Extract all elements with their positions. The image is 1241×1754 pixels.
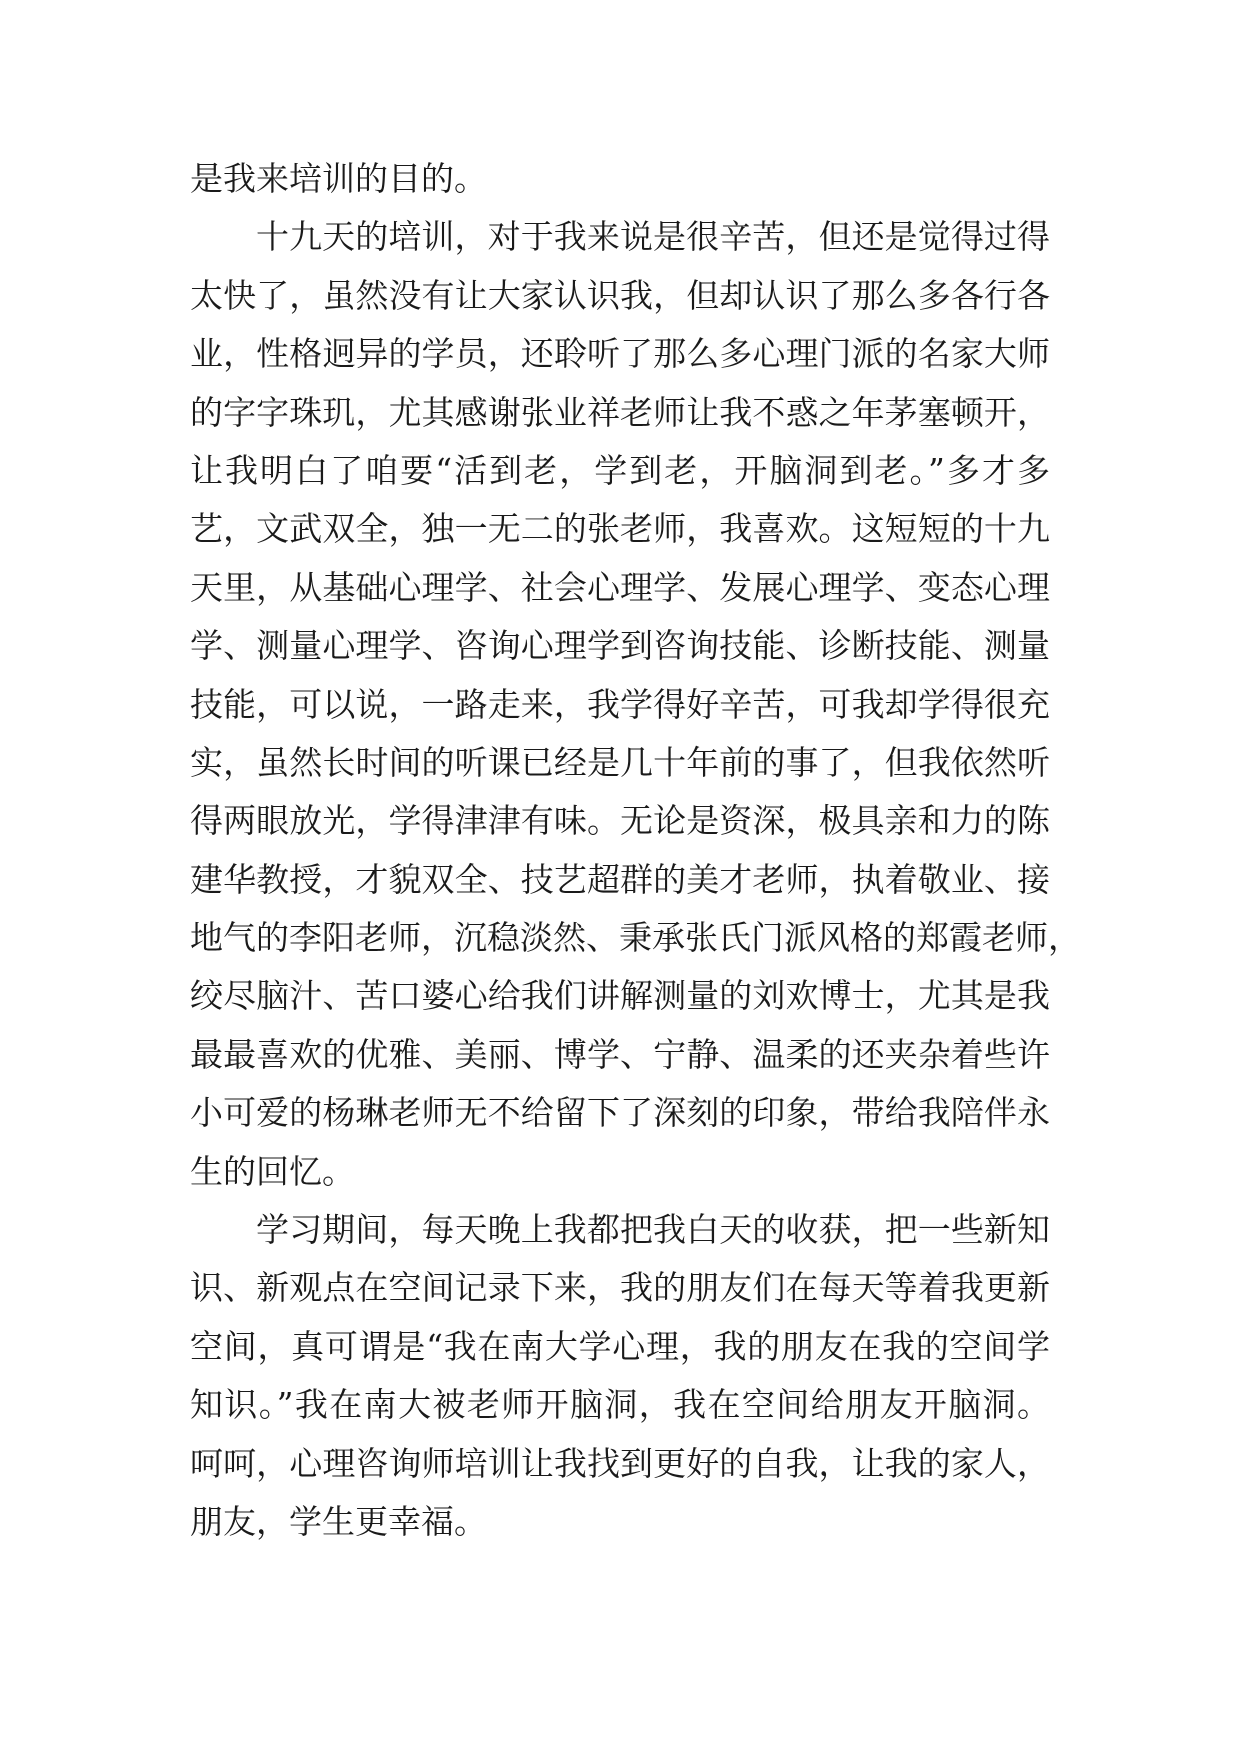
paragraph <box>190 1201 1050 1551</box>
text-line: 学、测量心理学、咨询心理学到咨询技能、诊断技能、测量 <box>190 626 1050 666</box>
text-line: 艺，文武双全，独一无二的张老师，我喜欢。这短短的十九 <box>190 509 1050 549</box>
text-line: 地气的李阳老师，沉稳淡然、秉承张氏门派风格的郑霞老师， <box>190 918 1081 958</box>
text-line: 天里，从基础心理学、社会心理学、发展心理学、变态心理 <box>190 567 1050 607</box>
text-line: 知识。”我在南大被老师开脑洞，我在空间给朋友开脑洞。 <box>190 1385 1050 1425</box>
text-line: 得两眼放光，学得津津有味。无论是资深，极具亲和力的陈 <box>190 801 1050 841</box>
text-line: 最最喜欢的优雅、美丽、博学、宁静、温柔的还夹杂着些许 <box>190 1034 1050 1074</box>
text-line: 的字字珠玑，尤其感谢张业祥老师让我不惑之年茅塞顿开， <box>190 392 1050 432</box>
text-line: 识、新观点在空间记录下来，我的朋友们在每天等着我更新 <box>190 1268 1050 1308</box>
paragraph <box>190 150 1050 208</box>
body-text <box>190 150 1081 1551</box>
paragraph <box>190 208 1081 1201</box>
text-line: 十九天的培训，对于我来说是很辛苦，但还是觉得过得 <box>256 217 1050 257</box>
text-line: 让我明白了咱要“活到老，学到老，开脑洞到老。”多才多 <box>190 450 1050 490</box>
text-line: 绞尽脑汁、苦口婆心给我们讲解测量的刘欢博士，尤其是我 <box>190 976 1050 1016</box>
text-line: 实，虽然长时间的听课已经是几十年前的事了，但我依然听 <box>190 742 1050 782</box>
text-line: 是我来培训的目的。 <box>190 159 487 198</box>
text-line: 小可爱的杨琳老师无不给留下了深刻的印象，带给我陪伴永 <box>190 1093 1050 1133</box>
text-line: 太快了，虽然没有让大家认识我，但却认识了那么多各行各 <box>190 275 1050 315</box>
text-line: 空间，真可谓是“我在南大学心理，我的朋友在我的空间学 <box>190 1326 1050 1366</box>
text-line: 建华教授，才貌双全、技艺超群的美才老师，执着敬业、接 <box>190 859 1050 899</box>
text-line: 朋友，学生更幸福。 <box>190 1501 487 1541</box>
text-line: 业，性格迥异的学员，还聆听了那么多心理门派的名家大师 <box>190 334 1050 374</box>
text-line: 呵呵，心理咨询师培训让我找到更好的自我，让我的家人， <box>190 1443 1050 1483</box>
text-line: 技能，可以说，一路走来，我学得好辛苦，可我却学得很充 <box>190 684 1050 724</box>
text-line: 学习期间，每天晚上我都把我白天的收获，把一些新知 <box>256 1210 1050 1250</box>
text-line: 生的回忆。 <box>190 1151 355 1191</box>
